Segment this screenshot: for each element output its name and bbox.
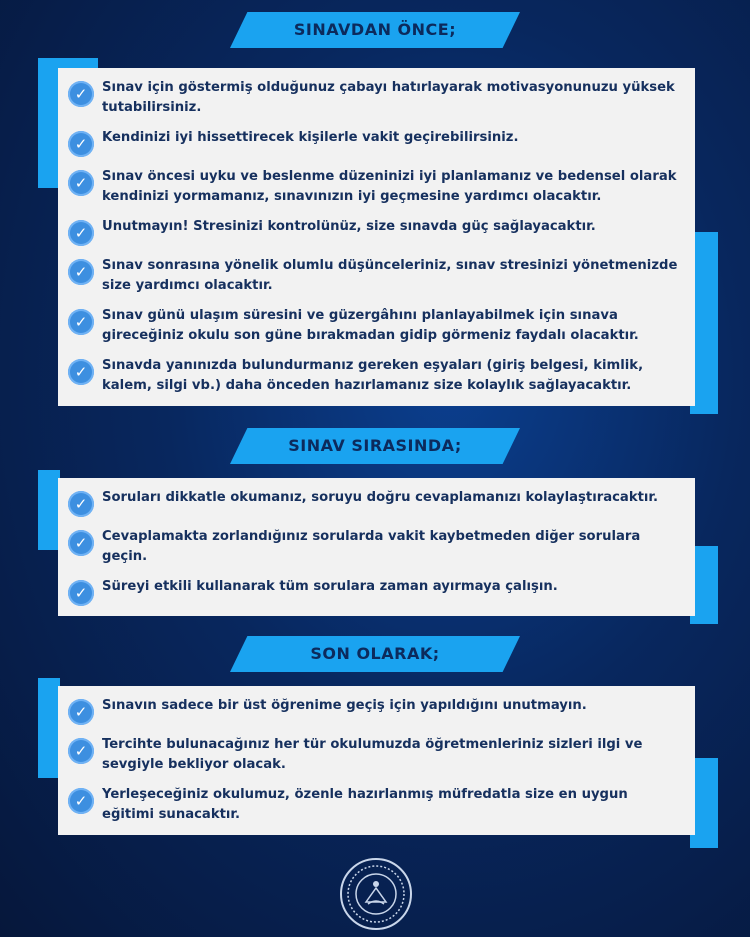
list-item	[68, 128, 681, 157]
check-circle-icon: ✓	[68, 699, 94, 725]
section-banner	[230, 636, 520, 672]
section-title: SON OLARAK;	[310, 644, 440, 663]
list-item	[68, 78, 681, 118]
check-circle-icon: ✓	[68, 580, 94, 606]
tips-card	[58, 68, 695, 406]
item-text: Süreyi etkili kullanarak tüm sorulara zaman ayırmaya çalışın.	[102, 579, 558, 594]
check-circle-icon: ✓	[68, 259, 94, 285]
check-circle-icon: ✓	[68, 131, 94, 157]
check-circle-icon: ✓	[68, 81, 94, 107]
item-text: Sınav için göstermiş olduğunuz çabayı hatırlayarak motivasyonunuzu yüksek tutabilirsiniz.	[102, 80, 675, 115]
decor-bar-left	[38, 470, 60, 550]
item-text: Kendinizi iyi hissettirecek kişilerle vakit geçirebilirsiniz.	[102, 130, 519, 145]
list-item	[68, 696, 681, 725]
section-title: SINAVDAN ÖNCE;	[293, 20, 457, 39]
check-circle-icon: ✓	[68, 359, 94, 385]
list-item	[68, 785, 681, 825]
item-text: Sınavın sadece bir üst öğrenime geçiş için yapıldığını unutmayın.	[102, 698, 587, 713]
decor-bar-left	[38, 678, 60, 778]
item-text: Soruları dikkatle okumanız, soruyu doğru cevaplamanızı kolaylaştıracaktır.	[102, 490, 659, 505]
item-text: Sınav sonrasına yönelik olumlu düşünceleriniz, sınav stresinizi yönetmenizde size yardımcı olacaktır.	[102, 258, 678, 293]
item-text: Sınav öncesi uyku ve beslenme düzeninizi iyi planlamanız ve bedensel olarak kendinizi yormamanız, sınavınızın iyi geçmesine yardımcı olacaktır.	[102, 169, 677, 204]
section-banner	[230, 12, 520, 48]
check-circle-icon: ✓	[68, 788, 94, 814]
decor-bar-left	[38, 58, 60, 188]
list-item	[68, 217, 681, 246]
list-item	[68, 488, 681, 517]
item-text: Cevaplamakta zorlandığınız sorularda vakit kaybetmeden diğer sorulara geçin.	[102, 529, 641, 564]
check-circle-icon: ✓	[68, 220, 94, 246]
list-item	[68, 735, 681, 775]
list-item	[68, 527, 681, 567]
check-circle-icon: ✓	[68, 309, 94, 335]
list-item	[68, 356, 681, 396]
list-item	[68, 167, 681, 207]
check-circle-icon: ✓	[68, 491, 94, 517]
ministry-emblem-icon	[340, 858, 412, 930]
tips-card	[58, 686, 695, 835]
check-circle-icon: ✓	[68, 738, 94, 764]
tips-card	[58, 478, 695, 616]
check-circle-icon: ✓	[68, 530, 94, 556]
item-text: Yerleşeceğiniz okulumuz, özenle hazırlanmış müfredatla size en uygun eğitimi sunacaktır.	[102, 787, 628, 822]
item-text: Sınavda yanınızda bulundurmanız gereken eşyaları (giriş belgesi, kimlik, kalem, silgi vb.) daha önceden hazırlamanız size kolaylık sağlayacaktır.	[102, 358, 644, 393]
item-text: Tercihte bulunacağınız her tür okulumuzda öğretmenleriniz sizleri ilgi ve sevgiyle bekliyor olacak.	[102, 737, 643, 772]
item-text: Unutmayın! Stresinizi kontrolünüz, size sınavda güç sağlayacaktır.	[102, 219, 596, 234]
section-title: SINAV SIRASINDA;	[288, 436, 462, 455]
section-banner	[230, 428, 520, 464]
list-item	[68, 306, 681, 346]
list-item	[68, 577, 681, 606]
item-text: Sınav günü ulaşım süresini ve güzergâhını planlayabilmek için sınava gireceğiniz okulu son güne bırakmadan gidip görmeniz faydalı olacaktır.	[102, 308, 639, 343]
list-item	[68, 256, 681, 296]
check-circle-icon: ✓	[68, 170, 94, 196]
